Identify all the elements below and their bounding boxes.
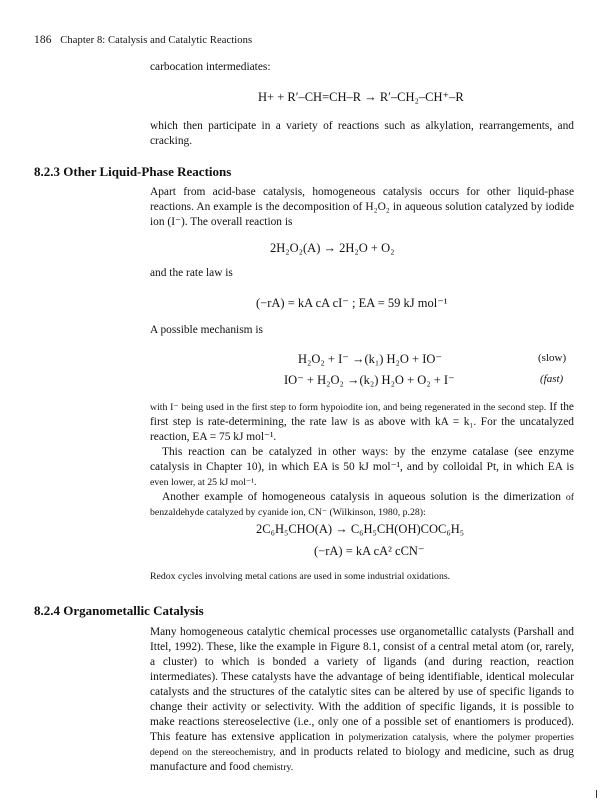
mechanism-intro: A possible mechanism is [150, 324, 263, 336]
paragraph-organometallic [150, 625, 574, 775]
organometallic-small-1: polymerization catalysis, where the polymer properties depend on the stereochemistry, [150, 732, 574, 758]
mechanism-step-1-tag: (slow) [538, 352, 567, 364]
mechanism-step-2-tag: (fast) [540, 373, 564, 385]
after-carbocation-text: which then participate in a variety of reactions such as alkylation, rearrangements, and cracking. [150, 120, 574, 147]
dimerization-paragraph-small: of benzaldehyde catalyzed by cyanide ion, CN⁻ (Wilkinson, 1980, p.28): [150, 492, 574, 518]
enzyme-paragraph: This reaction can be catalyzed in other ways: by the enzyme catalase (see enzyme catalysis in Chapter 10), in which EA is 50 kJ mol⁻¹, and by colloidal Pt, in which EA is [150, 446, 574, 473]
organometallic-small-2: chemistry. [252, 762, 294, 773]
paragraph-liquid-phase: Apart from acid-base catalysis, homogeneous catalysis occurs for other liquid-phase reactions. An example is the decomposition of H₂O₂ in aqueous solution catalyzed by iodide ion (I⁻). The overall reaction is [150, 186, 574, 228]
equation-benzoin: 2C₆H₅CHO(A) → C₆H₅CH(OH)COC₆H₅ [256, 522, 465, 536]
mechanism-explanation-rest: If the first step is rate-determining, the rate law is as above with kA = k₁. For the uncatalyzed reaction, EA = 75 kJ mol⁻¹. [150, 401, 574, 443]
margin-mark [596, 790, 597, 798]
equation-carbocation: H+ + R′–CH=CH–R → R′–CH₂–CH⁺–R [258, 90, 464, 104]
organometallic-main-2: and in products related to biology and medicine, such as drug manufacture and food [150, 746, 574, 773]
running-head [34, 34, 252, 46]
rate-law-intro: and the rate law is [150, 267, 233, 279]
organometallic-main: Many homogeneous catalytic chemical processes use organometallic catalysts (Parshall and Ittel, 1992). These, like the example in Figure 8.1, consist of a central metal atom (or, rarely, a cluster) to which is bonded a variety of ligands (and during reaction, reaction intermediates). These catalysts have the advantage of being identifiable, identical molecular catalysts and the structures of the catalytic sites can be altered by use of specific ligands to change their activity or selectivity. With the addition of specific ligands, it is possible to make reactions stereoselective (i.e., only one of a possible set of enantiomers is produced). This feature has extensive application in [150, 626, 574, 743]
mechanism-step-1: H₂O₂ + I⁻ →(k₁) H₂O + IO⁻ [298, 352, 443, 366]
equation-benzoin-rate: (−rA) = kA cA² cCN⁻ [314, 544, 425, 558]
page-number: 186 [34, 34, 52, 46]
dimerization-paragraph: Another example of homogeneous catalysis in aqueous solution is the dimerization [162, 491, 561, 503]
running-title: Chapter 8: Catalysis and Catalytic Reactions [60, 35, 253, 46]
paragraph-mechanism [150, 400, 574, 520]
paragraph-after-carbocation [150, 119, 574, 149]
mechanism-explanation-small: with I⁻ being used in the first step to form hypoiodite ion, and being regenerated in the second step. [150, 402, 547, 413]
redox-line: Redox cycles involving metal cations are used in some industrial oxidations. [150, 571, 451, 582]
equation-overall: 2H₂O₂(A) → 2H₂O + O₂ [270, 241, 395, 255]
equation-rate-law: (−rA) = kA cA cI⁻ ; EA = 59 kJ mol⁻¹ [256, 296, 448, 310]
intro-line: carbocation intermediates: [150, 61, 271, 73]
enzyme-paragraph-small: even lower, at 25 kJ mol⁻¹. [150, 477, 257, 488]
mechanism-step-2: IO⁻ + H₂O₂ →(k₂) H₂O + O₂ + I⁻ [284, 373, 455, 387]
section-heading-8-2-4: 8.2.4 Organometallic Catalysis [34, 603, 204, 618]
section-heading-8-2-3: 8.2.3 Other Liquid-Phase Reactions [34, 164, 232, 179]
